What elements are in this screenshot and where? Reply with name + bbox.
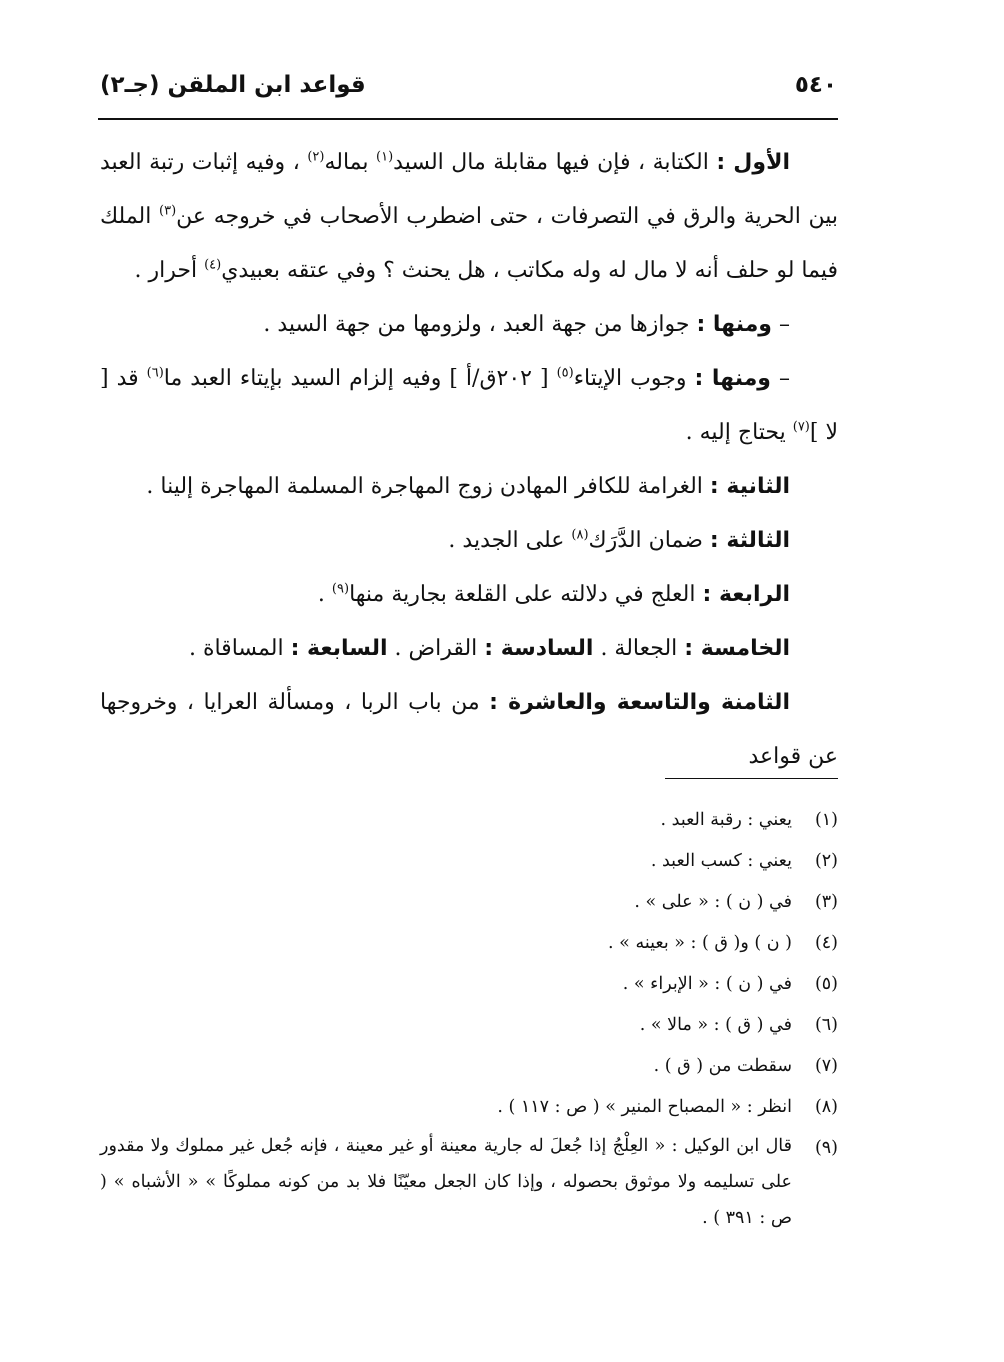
footnote-text: ( ن ) و( ق ) : « بعينه » . [608,933,792,953]
footnote-8 [100,1087,838,1128]
footnote-ref-4[interactable]: (٤) [204,257,222,273]
footnote-ref-6[interactable]: (٦) [146,365,164,381]
text-segment: الغرامة للكافر المهادن زوج المهاجرة المسلمة المهاجرة إلينا . [146,474,710,499]
footnote-number: (٩) [814,1138,838,1158]
text-segment: أحرار . [134,258,205,283]
term-eighth-ninth-tenth: الثامنة والتاسعة والعاشرة : [489,690,790,715]
running-header-title: قواعد ابن الملقن (جـ٢) [100,72,366,98]
text-segment: المساقاة . [188,636,291,661]
term-minha: ومنها : [696,312,772,337]
main-text [100,136,838,784]
footnote-number: (٤) [814,933,838,953]
footnote-number: (٧) [814,1056,838,1076]
footnote-ref-2[interactable]: (٢) [307,149,325,165]
footnote-ref-3[interactable]: (٣) [159,203,177,219]
footnote-5 [100,964,838,1005]
header-divider [98,118,838,120]
text-segment: جوازها من جهة العبد ، ولزومها من جهة السيد . [263,312,697,337]
text-segment: الملك فيما لو حلف أنه لا مال له وله مكاتب ، هل يحنث ؟ وفي عتقه بعبيدي [100,204,838,283]
footnote-number: (٨) [814,1097,838,1117]
paragraph-minha-2 [100,352,838,460]
footnote-number: (٢) [814,851,838,871]
paragraph-eighth-to-tenth [100,676,838,784]
text-segment: القراض . [387,636,485,661]
footnote-text: في ( ن ) : « على » . [634,892,792,912]
footnote-9 [100,1128,838,1236]
dash: – [772,312,790,337]
footnotes-list [100,800,838,1236]
paragraph-second [100,460,838,514]
footnote-text: في ( ن ) : « الإبراء » . [622,974,792,994]
text-segment: . [317,582,332,607]
term-third: الثالثة : [709,528,790,553]
footnote-1 [100,800,838,841]
term-minha: ومنها : [694,366,771,391]
paragraph-minha-1 [100,298,838,352]
footnote-ref-5[interactable]: (٥) [556,365,574,381]
text-segment: من باب الربا ، ومسألة العرايا ، وخروجها عن قواعد [100,690,838,769]
footnote-text: انظر : « المصباح المنير » ( ص : ١١٧ ) . [497,1097,792,1117]
footnote-number: (٣) [814,892,838,912]
footnote-4 [100,923,838,964]
text-segment: الجعالة . [593,636,685,661]
footnote-text: يعني : رقبة العبد . [660,810,792,830]
term-sixth: السادسة : [484,636,594,661]
text-segment: العلج في دلالته على القلعة بجارية منها [349,582,703,607]
footnote-ref-9[interactable]: (٩) [331,581,350,597]
footnote-number: (٥) [814,974,838,994]
text-segment: على الجديد . [448,528,572,553]
text-segment: يحتاج إليه . [685,420,793,445]
dash: – [771,366,790,391]
footnote-2 [100,841,838,882]
footnote-divider [665,778,838,779]
footnote-text: قال ابن الوكيل : « العِلْجُ إذا جُعلَ له جارية معينة أو غير معينة ، فإنه جُعل غير مملوك ولا مقدور على تسليمه ولا موثوق بحصوله ، وإذا كان الجعل معيّنًا فلا بد من كونه مملوكًا » « الأشباه » ( ص : ٣٩١ ) . [100,1136,792,1228]
footnote-number: (٦) [814,1015,838,1035]
page-number: ٥٤٠ [794,72,837,98]
text-segment: بماله [324,150,377,175]
paragraph-first [100,136,838,298]
term-first: الأول : [716,150,790,175]
term-seventh: السابعة : [290,636,388,661]
text-segment: [ ٢٠٢ق/أ ] وفيه إلزام السيد بإيتاء العبد ما [163,366,557,391]
footnote-text: يعني : كسب العبد . [650,851,792,871]
footnote-3 [100,882,838,923]
footnote-7 [100,1046,838,1087]
term-fifth: الخامسة : [684,636,790,661]
term-fourth: الرابعة : [702,582,790,607]
footnote-ref-7[interactable]: (٧) [792,419,810,435]
footnote-number: (١) [814,810,838,830]
footnote-6 [100,1005,838,1046]
paragraph-third [100,514,838,568]
text-segment: وجوب الإيتاء [573,366,695,391]
text-segment: ، وفيه إثبات رتبة العبد بين الحرية والرق في التصرفات ، حتى اضطرب الأصحاب في خروجه عن [100,150,838,229]
text-segment: الكتابة ، فإن فيها مقابلة مال السيد [393,150,717,175]
footnote-text: سقطت من ( ق ) . [653,1056,792,1076]
paragraph-fifth-to-seventh [100,622,838,676]
footnote-ref-8[interactable]: (٨) [571,527,589,543]
footnote-text: في ( ق ) : « مالا » . [639,1015,792,1035]
term-second: الثانية : [709,474,790,499]
text-segment: ضمان الدَّرَك [588,528,710,553]
paragraph-fourth [100,568,838,622]
footnote-ref-1[interactable]: (١) [376,149,394,165]
text-segment: قد [ لا ] [100,366,838,445]
